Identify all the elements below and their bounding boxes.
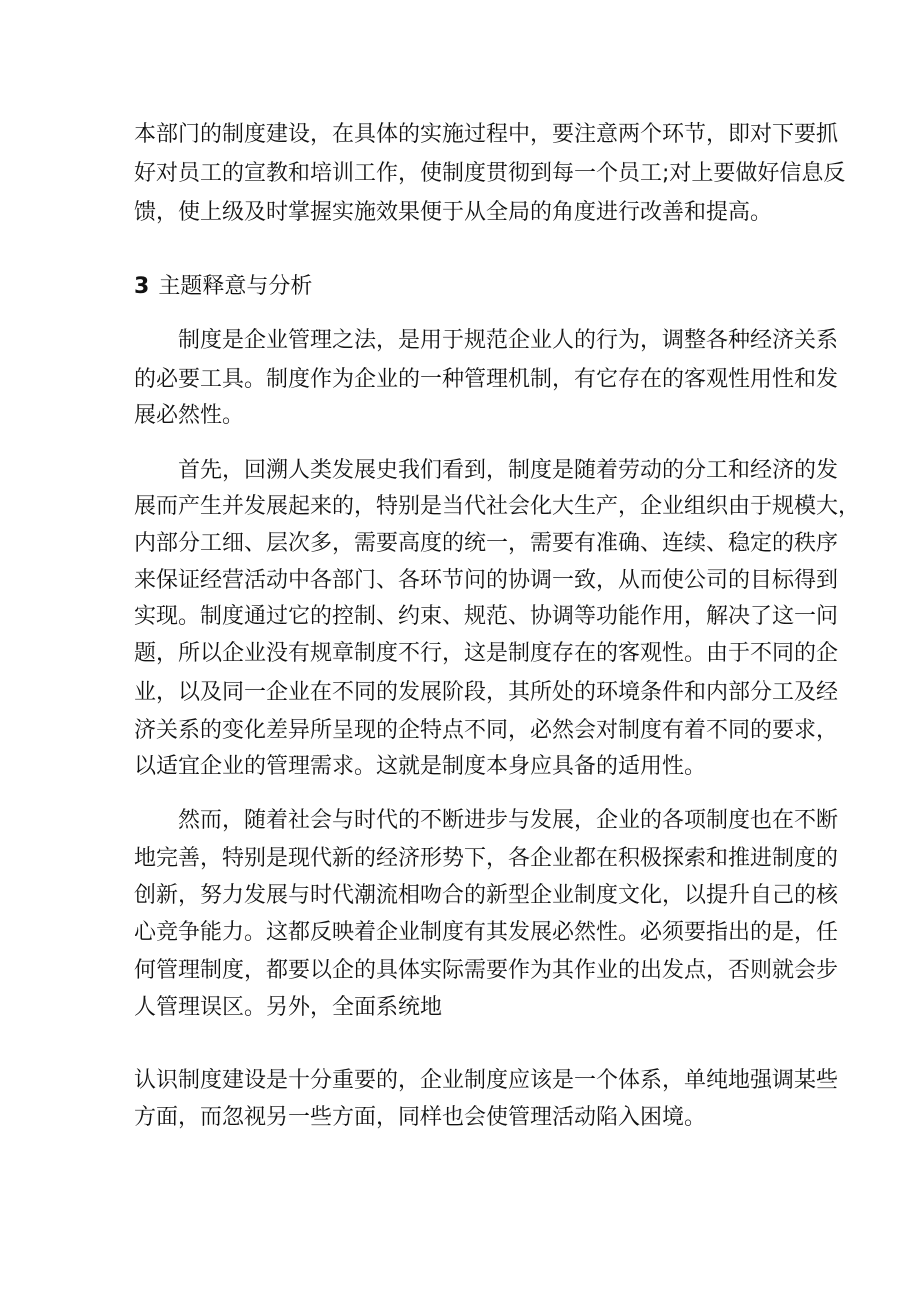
paragraph-line: 首先，回溯人类发展史我们看到，制度是随着劳动的分工和经济的发 [178,458,839,483]
paragraph-line: 方面，而忽视另一些方面，同样也会使管理活动陷入困境。 [134,1105,707,1130]
paragraph-line: 展而产生并发展起来的，特别是当代社会化大生产，企业组织由于规模大， [134,494,861,519]
paragraph-line: 好对员工的宣教和培训工作，使制度贯彻到每一个员工;对上要做好信息反 [134,161,846,186]
paragraph-line: 内部分工细、层次多，需要高度的统一，需要有准确、连续、稳定的秩序 [134,531,839,556]
paragraph-line: 本部门的制度建设，在具体的实施过程中，要注意两个环节，即对下要抓 [134,122,839,147]
paragraph-line: 人管理误区。另外，全面系统地 [134,995,443,1020]
paragraph-line: 展必然性。 [134,403,245,428]
section-heading [134,276,312,298]
paragraph-line: 以适宜企业的管理需求。这就是制度本身应具备的适用性。 [134,754,707,779]
paragraph-line: 实现。制度通过它的控制、约束、规范、协调等功能作用，解决了这一问 [134,604,839,629]
paragraph-line: 地完善，特别是现代新的经济形势下，各企业都在积极探索和推进制度的 [134,846,839,871]
paragraph-line: 心竞争能力。这都反映着企业制度有其发展必然性。必须要指出的是，任 [134,920,839,945]
paragraph-line: 然而，随着社会与时代的不断进步与发展，企业的各项制度也在不断 [178,808,839,833]
paragraph-line: 的必要工具。制度作为企业的一种管理机制，有它存在的客观性用性和发 [134,367,839,392]
paragraph-line: 何管理制度，都要以企的具体实际需要作为其作业的出发点，否则就会步 [134,958,839,983]
paragraph-line: 馈，使上级及时掌握实施效果便于从全局的角度进行改善和提高。 [134,200,773,225]
section-title: 主题释意与分析 [158,274,313,299]
paragraph-line: 创新，努力发展与时代潮流相吻合的新型企业制度文化，以提升自己的核 [134,883,839,908]
paragraph-line: 来保证经营活动中各部门、各环节问的协调一致，从而使公司的目标得到 [134,568,839,593]
section-number: 3 [134,274,150,299]
paragraph-line: 认识制度建设是十分重要的，企业制度应该是一个体系，单纯地强调某些 [134,1068,839,1093]
paragraph-line: 题，所以企业没有规章制度不行，这是制度存在的客观性。由于不同的企 [134,641,839,666]
paragraph-line: 业，以及同一企业在不同的发展阶段，其所处的环境条件和内部分工及经 [134,680,839,705]
paragraph-line: 制度是企业管理之法，是用于规范企业人的行为，调整各种经济关系 [178,328,839,353]
paragraph-line: 济关系的变化差异所呈现的企特点不同，必然会对制度有着不同的要求， [134,718,839,743]
